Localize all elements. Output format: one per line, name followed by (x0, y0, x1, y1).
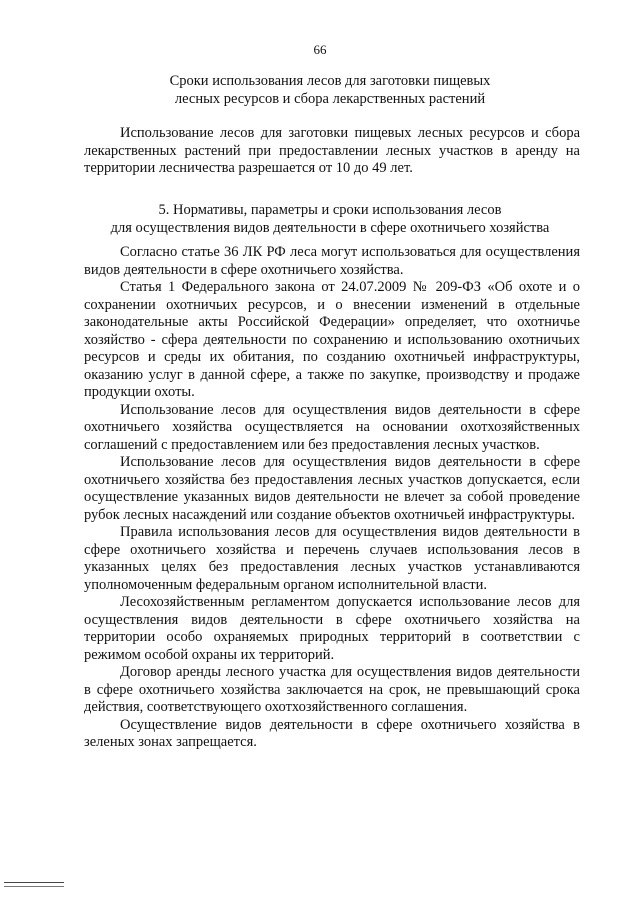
section-title-line: 5. Нормативы, параметры и сроки использования лесов (158, 202, 502, 218)
section-title-line: лесных ресурсов и сбора лекарственных растений (174, 91, 486, 107)
paragraph: Правила использования лесов для осуществления видов деятельности в сфере охотничьего хозяйства и перечень случаев использования лесов в указанных целях без предоставления лесных участков устанавливаются уполномоченным федеральным органом исполнительной власти. (84, 524, 580, 593)
food-resources-body (84, 125, 580, 178)
section-title-hunting (80, 201, 580, 237)
paragraph: Согласно статье 36 ЛК РФ леса могут использоваться для осуществления видов деятельности в сфере охотничьего хозяйства. (84, 244, 580, 278)
paragraph: Договор аренды лесного участка для осуществления видов деятельности в сфере охотничьего хозяйства заключается на срок, не превышающий срока действия, соответствующего охотхозяйственного соглашения. (84, 664, 580, 715)
paragraph: Использование лесов для осуществления видов деятельности в сфере охотничьего хозяйства без предоставления лесных участков допускается, если осуществление указанных видов деятельности не влечет за собой проведение рубок лесных насаждений или создание объектов охотничьей инфраструктуры. (84, 454, 580, 523)
page-number: 66 (313, 42, 327, 57)
paragraph: Использование лесов для осуществления видов деятельности в сфере охотничьего хозяйства осуществляется на основании охотхозяйственных соглашений с предоставлением или без предоставления лесных участков. (84, 401, 580, 453)
section-title-line: Сроки использования лесов для заготовки пищевых (169, 73, 491, 89)
section-title-food-resources (80, 72, 580, 108)
paragraph: Осуществление видов деятельности в сфере охотничьего хозяйства в зеленых зонах запрещается. (84, 716, 580, 750)
paragraph: Статья 1 Федерального закона от 24.07.2009 № 209-ФЗ «Об охоте и о сохранении охотничьих ресурсов, и о внесении изменений в отдельные законодательные акты Российской Федерации» определяет, что охотничье хозяйство - сфера деятельности по сохранению и использованию охотничьих ресурсов и среды их обитания, по созданию охотничьей инфраструктуры, оказанию услуг в данной сфере, а также по закупке, производству и продаже продукции охоты. (84, 279, 580, 400)
footer-divider (4, 886, 64, 887)
paragraph: Лесохозяйственным регламентом допускается использование лесов для осуществления видов деятельности в сфере охотничьего хозяйства на территории особо охраняемых природных территорий в соответствии с режимом особой охраны их территорий. (84, 594, 580, 663)
hunting-body (84, 244, 580, 752)
paragraph: Использование лесов для заготовки пищевых лесных ресурсов и сбора лекарственных растений при предоставлении лесных участков в аренду на территории лесничества разрешается от 10 до 49 лет. (84, 125, 580, 176)
section-title-line: для осуществления видов деятельности в сфере охотничьего хозяйства (110, 220, 550, 236)
footer-divider (4, 882, 64, 883)
